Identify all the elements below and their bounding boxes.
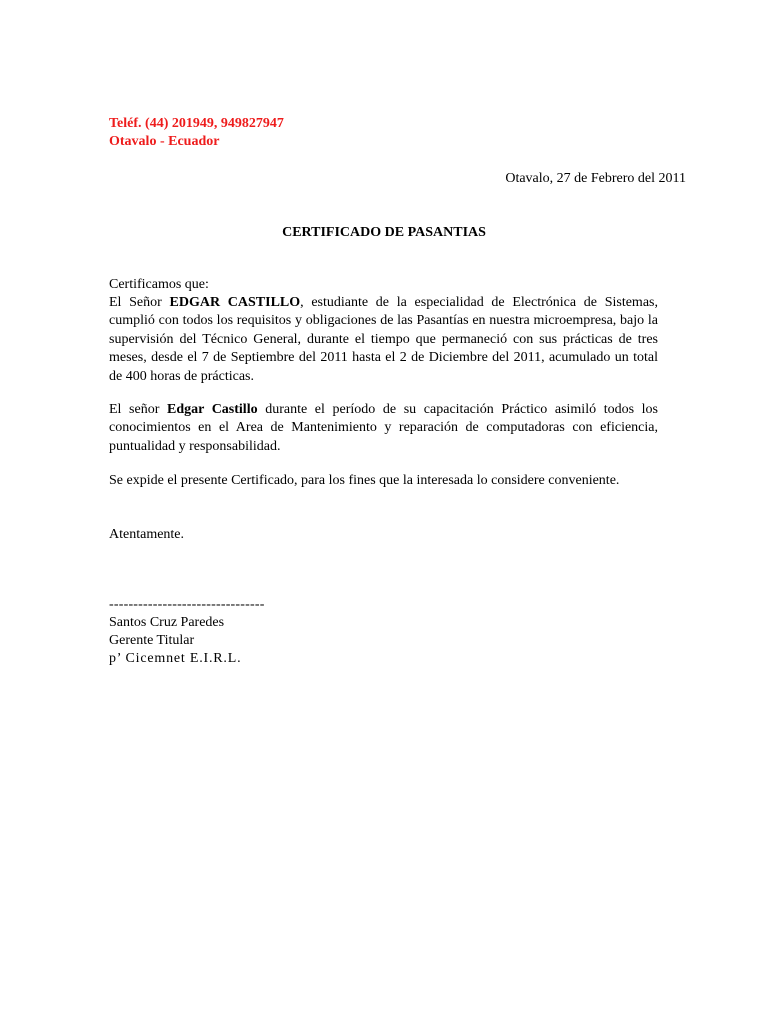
document-title: CERTIFICADO DE PASANTIAS [282, 225, 486, 240]
paragraph-text: El Señor [109, 295, 170, 310]
closing-line: Atentamente. [109, 527, 185, 542]
header-city: Otavalo - Ecuador [109, 134, 220, 149]
signer-name: Santos Cruz Paredes [109, 615, 225, 630]
header-phone: Teléf. (44) 201949, 949827947 [109, 116, 284, 131]
intro-line: Certificamos que: [109, 277, 209, 292]
paragraph-internship [109, 294, 658, 386]
student-name: Edgar Castillo [167, 402, 258, 417]
paragraph-training [109, 401, 658, 456]
signature-line: -------------------------------- [109, 597, 265, 612]
signer-role: Gerente Titular [109, 633, 195, 648]
paragraph-issuance: Se expide el presente Certificado, para los fines que la interesada lo considere conveniente. [109, 473, 620, 488]
paragraph-text: durante el período de su capacitación Práctico asimiló todos los conocimientos en el Area de Mantenimiento y reparación de computadoras con eficiencia, puntualidad y responsabilidad. [109, 402, 658, 454]
paragraph-text: El señor [109, 402, 167, 417]
date-line: Otavalo, 27 de Febrero del 2011 [505, 171, 686, 186]
student-name: EDGAR CASTILLO [169, 295, 301, 310]
paragraph-text: , estudiante de la especialidad de Electrónica de Sistemas, cumplió con todos los requisitos y obligaciones de las Pasantías en nuestra microempresa, bajo la supervisión del Técnico General, durante el tiempo que permaneció con sus prácticas de tres meses, desde el 7 de Septiembre del 2011 hasta el 2 de Diciembre del 2011, acumulado un total de 400 horas de prácticas. [109, 295, 658, 384]
signer-company: p’ Cicemnet E.I.R.L. [109, 651, 242, 666]
